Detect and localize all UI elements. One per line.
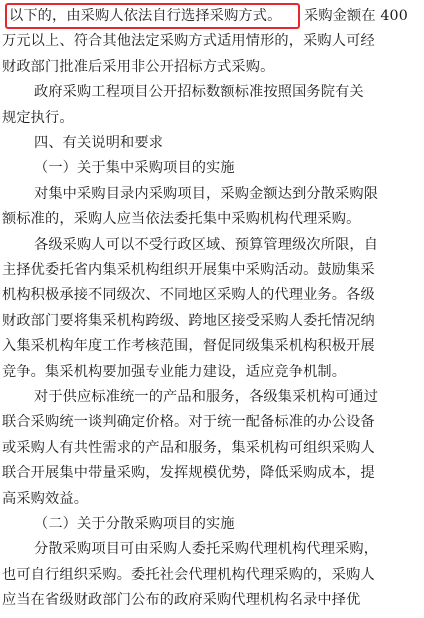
subheading-1: （一）关于集中采购项目的实施	[34, 160, 235, 177]
text-line-5: 规定执行。	[2, 109, 74, 126]
text-line-12: 机构积极承接不同级次、不同地区采购人的代理业务。各级	[2, 287, 375, 304]
text-line-23: 也可自行组织采购。委托社会代理机构代理采购的，采购人	[2, 566, 375, 583]
text-line-2: 万元以上、符合其他法定采购方式适用情形的，采购人可经	[2, 33, 375, 50]
text-line-13: 财政部门要将集采机构跨级、跨地区接受采购人委托情况纳	[2, 312, 375, 329]
text-line-4: 政府采购工程项目公开招标数额标准按照国务院有关	[34, 84, 364, 101]
section-heading-4: 四、有关说明和要求	[34, 135, 164, 151]
text-line-18: 或采购人有共性需求的产品和服务，集采机构可组织采购人	[2, 439, 375, 456]
text-line-19: 联合开展集中带量采购，发挥规模优势，降低采购成本，提	[2, 465, 375, 482]
text-line-9: 额标准的，采购人应当依法委托集中采购机构代理采购。	[2, 211, 361, 228]
text-line-8: 对集中采购目录内采购项目，采购金额达到分散采购限	[34, 185, 379, 202]
text-line-1-continued: 采购金额在 400	[304, 8, 408, 24]
text-line-3: 财政部门批准后采用非公开招标方式采购。	[2, 58, 275, 75]
text-line-10: 各级采购人可以不受行政区域、预算管理级次所限，自	[34, 236, 379, 253]
text-line-15: 竞争。集采机构要加强专业能力建设，适应竞争机制。	[2, 363, 347, 380]
subheading-2: （二）关于分散采购项目的实施	[34, 516, 235, 532]
text-line-11: 主择优委托省内集采机构组织开展集中采购活动。鼓励集采	[2, 262, 375, 278]
text-line-20: 高采购效益。	[2, 490, 89, 507]
text-line-14: 入集采机构年度工作考核范围，督促同级集采机构积极开展	[2, 338, 375, 355]
highlighted-text: 以下的，由采购人依法自行选择采购方式。	[9, 8, 282, 24]
text-line-24: 应当在省级财政部门公布的政府采购代理机构名录中择优	[2, 592, 361, 609]
text-line-22: 分散采购项目可由采购人委托采购代理机构代理采购，	[34, 541, 379, 558]
text-line-17: 联合采购统一谈判确定价格。对于统一配备标准的办公设备	[2, 414, 375, 431]
text-line-16: 对于供应标准统一的产品和服务，各级集采机构可通过	[34, 389, 379, 405]
